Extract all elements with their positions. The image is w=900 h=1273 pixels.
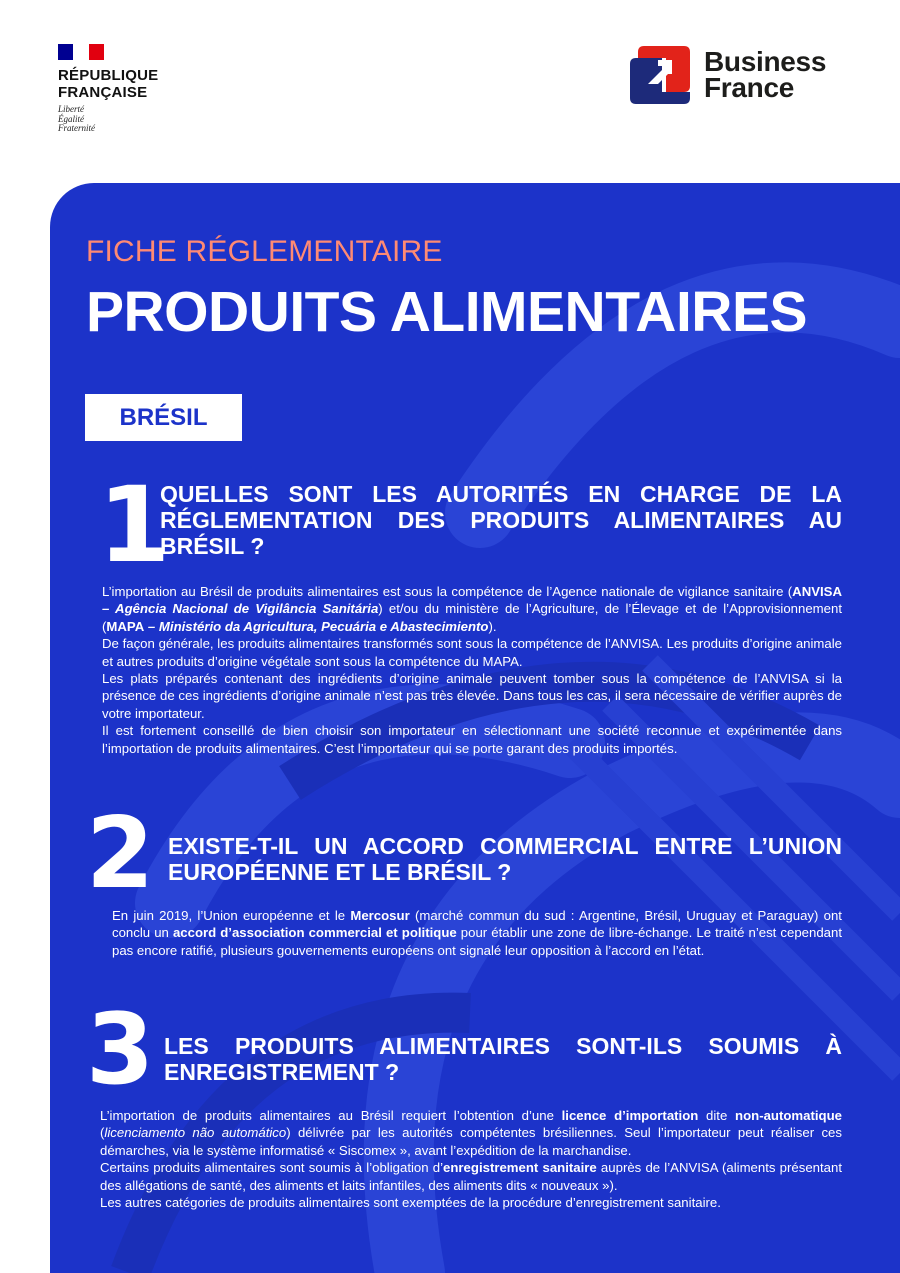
section-3-body [100, 1107, 842, 1211]
business-france-mark-icon [628, 44, 692, 106]
french-flag-icon [58, 44, 104, 60]
section-3-heading: LES PRODUITS ALIMENTAIRES SONT-ILS SOUMIS À ENREGISTREMENT ? [164, 1033, 842, 1085]
section-3-paragraph-3: Les autres catégories de produits alimentaires sont exemptées de la procédure d’enregistrement sanitaire. [100, 1195, 721, 1211]
section-1-number: 1 [98, 464, 165, 586]
document-kicker: FICHE RÉGLEMENTAIRE [86, 235, 443, 268]
rf-motto: Liberté Égalité Fraternité [58, 104, 95, 133]
section-3-number: 3 [86, 993, 155, 1107]
section-3-paragraph-1: L’importation de produits alimentaires au Brésil requiert l’obtention d’une licence d’importation dite non-automatique (licenciamento não automático) délivrée par les autorités compétentes brésiliennes. Seul l’importateur peut réaliser ces démarches, via le système informatisé « Siscomex », avant l’expédition de la marchandise. [100, 1108, 842, 1158]
section-1-body [102, 583, 842, 757]
section-2-body [112, 907, 842, 959]
page-title: PRODUITS ALIMENTAIRES [86, 280, 808, 344]
business-france-logo [628, 44, 826, 106]
section-3-paragraph-2: Certains produits alimentaires sont soumis à l’obligation d’enregistrement sanitaire auprès de l’ANVISA (aliments présentant des allégations de santé, des aliments et laits infantiles, des aliments dits « nouveaux »). [100, 1160, 842, 1193]
republique-francaise-logo [58, 44, 158, 134]
content-panel [50, 183, 900, 1273]
country-badge: BRÉSIL [85, 394, 242, 441]
rf-name: RÉPUBLIQUE FRANÇAISE [58, 67, 159, 101]
section-1-paragraph-4: Il est fortement conseillé de bien choisir son importateur en sélectionnant une société reconnue et expérimentée dans l’importation de produits alimentaires. C’est l’importateur qui se porte garant des produits importés. [102, 723, 842, 756]
section-1-paragraph-3: Les plats préparés contenant des ingrédients d’origine animale peuvent tomber sous la compétence de l’ANVISA si la présence de ces ingrédients d’origine animale n’est pas très élevée. Dans tous les cas, il sera nécessaire de vérifier auprès de votre importateur. [102, 671, 842, 721]
section-1-paragraph-1: L’importation au Brésil de produits alimentaires est sous la compétence de l’Agence nationale de vigilance sanitaire (ANVISA – Agência Nacional de Vigilância Sanitária) et/ou du ministère de l’Agriculture, de l’Élevage et de l’Approvisionnement (MAPA – Ministério da Agricultura, Pecuária e Abastecimiento). [102, 584, 842, 634]
section-1-paragraph-2: De façon générale, les produits alimentaires transformés sont sous la compétence de l’ANVISA. Les produits d’origine animale et autres produits d’origine végétale sont sous la compétence du MAPA. [102, 636, 842, 669]
section-2-number: 2 [86, 797, 155, 911]
section-2-heading: EXISTE-T-IL UN ACCORD COMMERCIAL ENTRE L’UNION EUROPÉENNE ET LE BRÉSIL ? [168, 833, 842, 885]
section-2-paragraph-1: En juin 2019, l’Union européenne et le Mercosur (marché commun du sud : Argentine, Brésil, Uruguay et Paraguay) ont conclu un accord d’association commercial et politique pour établir une zone de libre-échange. Le traité n’est cependant pas encore ratifié, plusieurs gouvernements européens ont signalé leur opposition à l’accord en l’état. [112, 908, 843, 958]
business-france-wordmark: Business France [704, 46, 827, 103]
section-1-heading: QUELLES SONT LES AUTORITÉS EN CHARGE DE LA RÉGLEMENTATION DES PRODUITS ALIMENTAIRES AU BRÉSIL ? [160, 481, 842, 559]
